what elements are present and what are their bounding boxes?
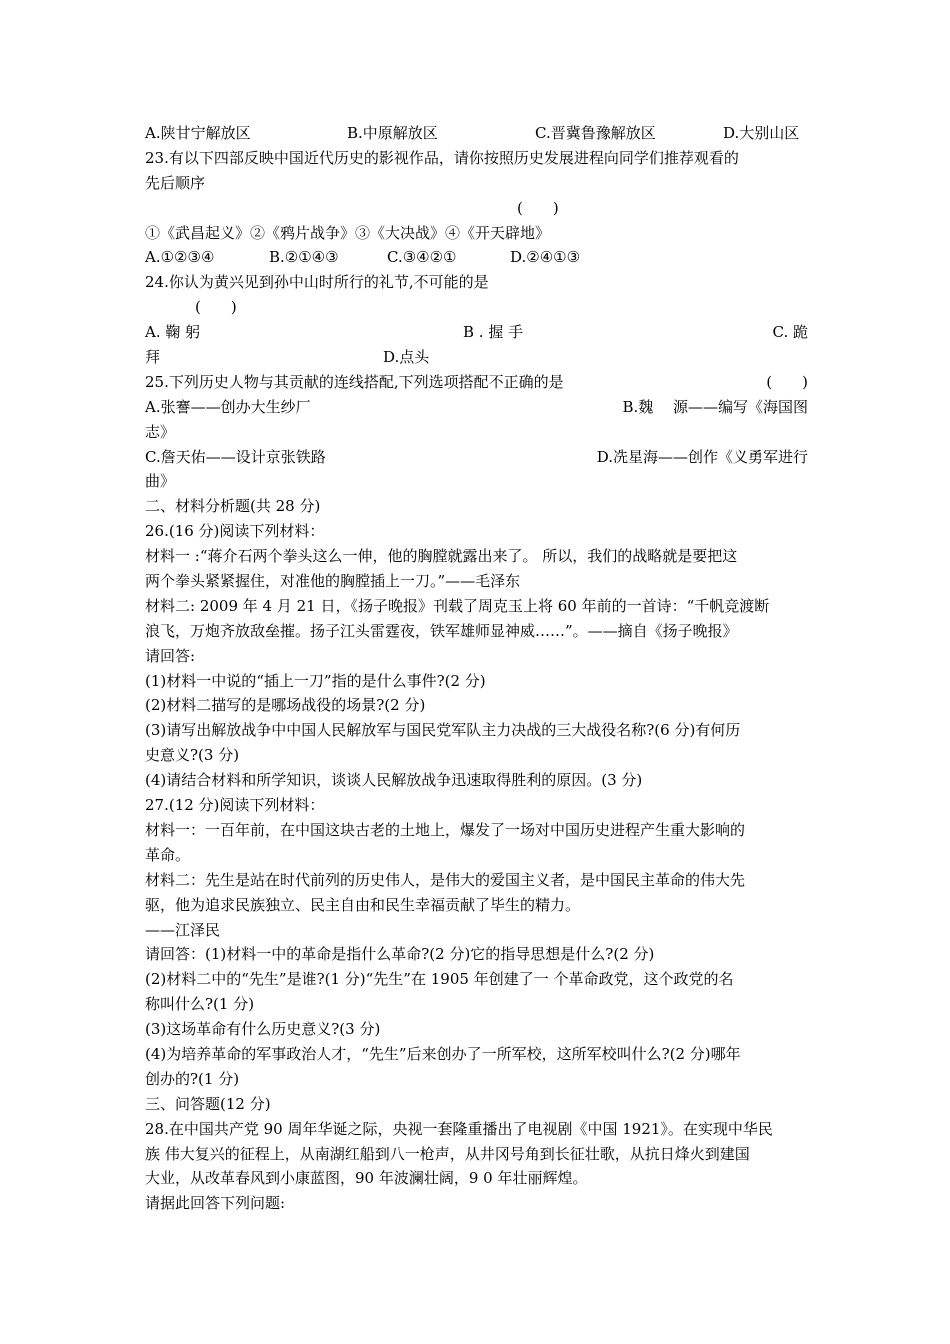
q24-option-c-cont: 拜 <box>145 348 161 367</box>
section-2-heading: 二、材料分析题(共 28 分) <box>145 497 321 516</box>
q27-material2-line2: 驱，他为追求民族独立、民主自由和民生幸福贡献了毕生的精力。 <box>145 895 581 914</box>
exam-page <box>145 121 808 1216</box>
q26-ask: 请回答: <box>145 646 196 665</box>
q27-material1-line2: 革命。 <box>145 845 191 864</box>
q25-options-row2 <box>145 445 808 470</box>
q23-option-d: D.②④①③ <box>510 248 581 267</box>
q27-material2-line1: 材料二：先生是站在时代前列的历史伟人，是伟大的爱国主义者，是中国民主革命的伟大先 <box>145 870 746 889</box>
q24-option-d: D.点头 <box>383 348 430 367</box>
q24-stem: 24.你认为黄兴见到孙中山时所行的礼节,不可能的是 <box>145 273 489 292</box>
q28-line2: 族 伟大复兴的征程上，从南湖红船到八一枪声，从井冈号角到长征壮歌，从抗日烽火到建国 <box>145 1144 750 1163</box>
q22-option-b: B.中原解放区 <box>347 124 438 142</box>
q24-options-row2 <box>145 345 808 370</box>
q25-stem: 25.下列历史人物与其贡献的连线搭配,下列选项搭配不正确的是 <box>145 372 564 391</box>
q25-option-d: D.冼星海——创作《义勇军进行 <box>596 447 808 466</box>
q24-options-row1 <box>145 320 808 345</box>
q26-stem: 26.(16 分)阅读下列材料： <box>145 522 325 541</box>
q23-options <box>145 245 808 270</box>
q26-sub3-line1: (3)请写出解放战争中中国人民解放军与国民党军队主力决战的三大战役名称?(6 分)有何历 <box>145 721 741 740</box>
q24-option-c: C. 跪 <box>772 323 808 342</box>
q23-stem-line1: 23.有以下四部反映中国近代历史的影视作品，请你按照历史发展进程向同学们推荐观看的 <box>145 148 739 167</box>
q26-sub4: (4)请结合材料和所学知识，谈谈人民解放战争迅速取得胜利的原因。(3 分) <box>145 771 643 790</box>
q25-option-b: B.魏 源——编写《海国图 <box>622 397 808 416</box>
q23-answer-paren: ( ) <box>517 198 559 217</box>
q24-option-a: A. 鞠 躬 <box>145 323 201 342</box>
q22-option-d: D.大别山区 <box>723 124 800 142</box>
q26-material2-line1: 材料二: 2009 年 4 月 21 日，《扬子晚报》刊载了周克玉上将 60 年前的一首诗：“千帆竞渡断 <box>145 596 770 615</box>
q24-answer-paren: ( ) <box>195 298 237 317</box>
q23-option-a: A.①②③④ <box>145 248 215 267</box>
q25-option-a: A.张謇——创办大生纱厂 <box>145 397 311 416</box>
q25-options-row1 <box>145 395 808 420</box>
q26-sub1: (1)材料一中说的“插上一刀”指的是什么事件?(2 分) <box>145 671 486 690</box>
q24-option-b: B . 握 手 <box>463 323 524 342</box>
q28-line1: 28.在中国共产党 90 周年华诞之际，央视一套隆重播出了电视剧《中国 1921》。在实现中华民 <box>145 1119 773 1138</box>
q22-option-c: C.晋冀鲁豫解放区 <box>535 124 656 142</box>
q27-stem: 27.(12 分)阅读下列材料： <box>145 796 325 815</box>
q27-material1-line1: 材料一：一百年前，在中国这块古老的土地上，爆发了一场对中国历史进程产生重大影响的 <box>145 820 746 839</box>
q22-options <box>145 121 808 146</box>
q26-material1-line1: 材料一 :“蒋介石两个拳头这么一伸，他的胸膛就露出来了。 所以，我们的战略就是要把这 <box>145 547 738 566</box>
q27-sub2-line1: (2)材料二中的“先生”是谁?(1 分)“先生”在 1905 年创建了一 个革命政党，这个政党的名 <box>145 970 734 989</box>
q27-sub3: (3)这场革命有什么历史意义?(3 分) <box>145 1020 381 1039</box>
q26-material2-line2: 浪飞，万炮齐放敌垒摧。扬子江头雷霆夜，铁军雄师显神威……”。——摘自《扬子晚报》 <box>145 621 738 640</box>
q26-sub3-line2: 史意义?(3 分) <box>145 746 240 765</box>
q26-material1-line2: 两个拳头紧紧握住，对准他的胸膛插上一刀。”——毛泽东 <box>145 572 521 591</box>
q23-option-c: C.③④②① <box>387 248 457 267</box>
q27-sub4-line2: 创办的?(1 分) <box>145 1069 240 1088</box>
q28-line3: 大业，从改革春风到小康蓝图，90 年波澜壮阔，9 0 年壮丽辉煌。 <box>145 1169 588 1188</box>
q27-sub1: 请回答：(1)材料一中的革命是指什么革命?(2 分)它的指导思想是什么?(2 分) <box>145 945 655 964</box>
q23-stem-line2: 先后顺序 <box>145 173 206 192</box>
q23-option-b: B.②①④③ <box>269 248 339 267</box>
q25-option-d-cont: 曲》 <box>145 472 176 491</box>
q27-sub2-line2: 称叫什么?(1 分) <box>145 995 255 1014</box>
q27-sub4-line1: (4)为培养革命的军事政治人才，“先生”后来创办了一所军校，这所军校叫什么?(2 分)哪年 <box>145 1044 741 1063</box>
q23-works: ①《武昌起义》②《鸦片战争》③《大决战》④《开天辟地》 <box>145 223 551 242</box>
q25-option-c: C.詹天佑——设计京张铁路 <box>145 447 326 466</box>
q22-option-a: A.陕甘宁解放区 <box>145 124 251 142</box>
q25-answer-paren: ( ) <box>766 372 808 391</box>
q25-option-b-cont: 志》 <box>145 422 176 441</box>
q25-stem-row <box>145 370 808 395</box>
q26-sub2: (2)材料二描写的是哪场战役的场景?(2 分) <box>145 696 426 715</box>
q28-ask: 请据此回答下列问题: <box>145 1194 286 1213</box>
q27-material2-source: ——江泽民 <box>145 920 221 939</box>
section-3-heading: 三、问答题(12 分) <box>145 1094 271 1113</box>
